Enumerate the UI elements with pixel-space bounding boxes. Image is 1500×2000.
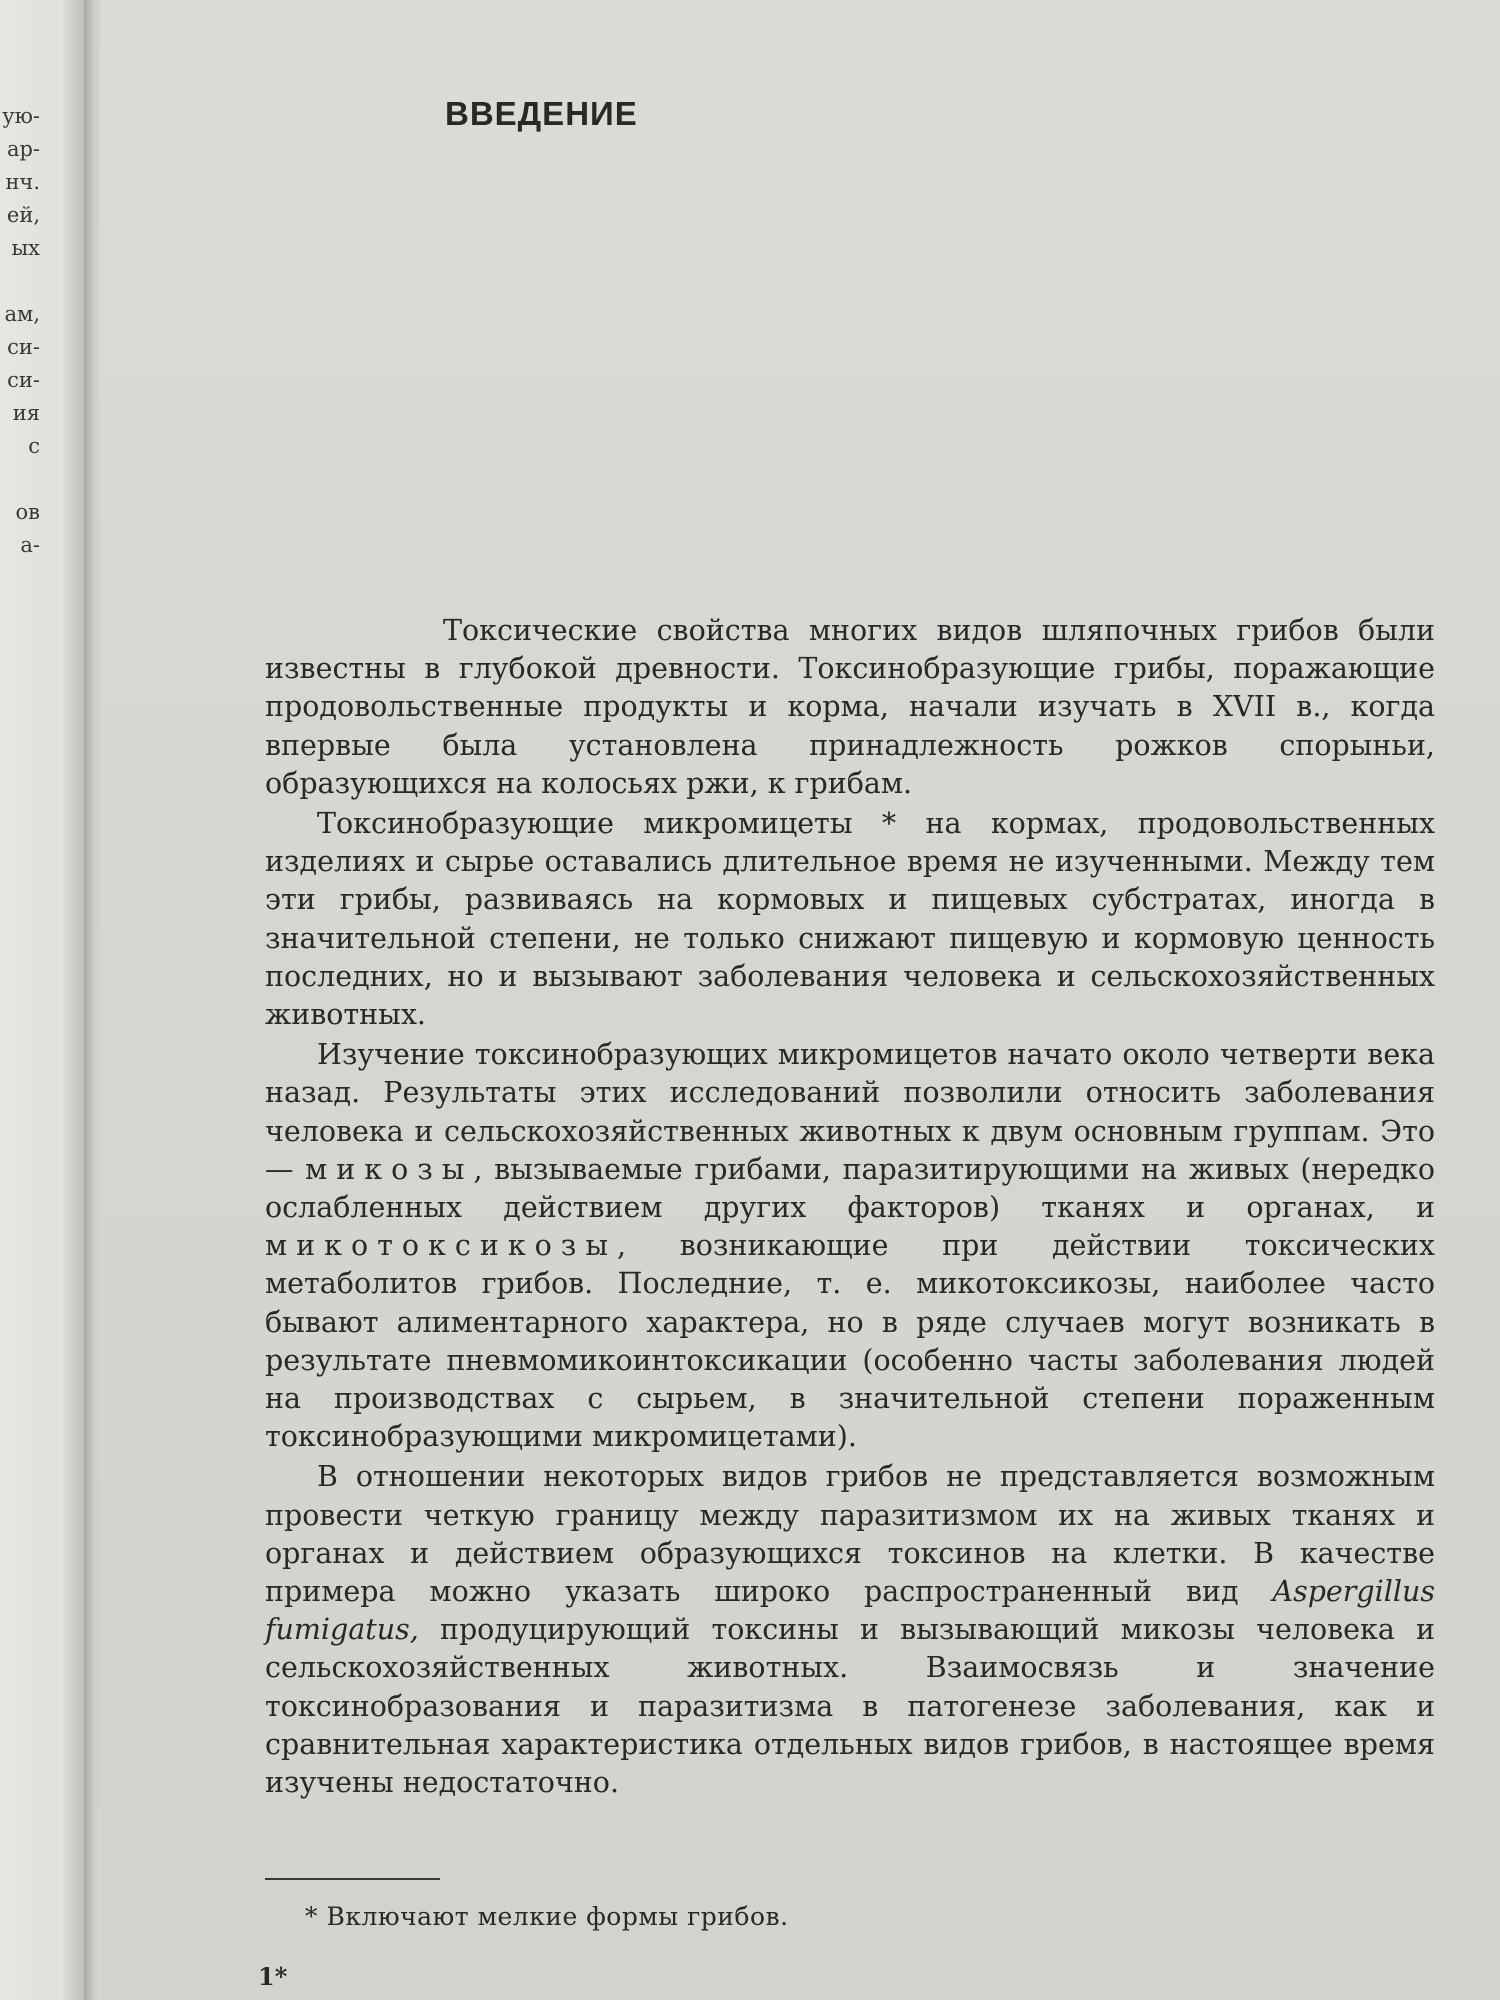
- fragment-line: ых: [11, 236, 40, 260]
- fragment-line: ам,: [4, 302, 40, 326]
- previous-page-edge: [0, 0, 88, 2000]
- paragraph-text: продуцирующий токсины и вызывающий микозы человека и сельскохозяйственных животных. Взаимосвязь и значение токсинобразования и паразитизма в патогенезе заболевания, как и сравнительная характеристика отдельных видов грибов, в настоящее время изучены недостаточно.: [265, 1613, 1435, 1800]
- fragment-line: си-: [7, 335, 40, 359]
- fragment-line: а-: [20, 533, 40, 557]
- fragment-gap: [0, 463, 40, 496]
- paragraph-text: В отношении некоторых видов грибов не представляется возможным провести четкую границу между паразитизмом их на живых тканях и органах и действием образующихся токсинов на клетки. В качестве примера можно указать широко распространенный вид: [265, 1460, 1435, 1609]
- paragraph: [265, 1036, 1435, 1456]
- paragraph-text: , возникающие при действии токсических метаболитов грибов. Последние, т. е. микотоксикозы, наиболее часто бывают алиментарного характера, но в ряде случаев могут возникать в результате пневмомикоинтоксикации (особенно часты заболевания людей на производствах с сырьем, в значительной степени пораженным токсинобразующими микромицетами).: [265, 1229, 1435, 1454]
- fragment-line: ей,: [6, 203, 40, 227]
- paragraph: Токсические свойства многих видов шляпочных грибов были известны в глубокой древности. Токсинобразующие грибы, поражающие продовольственные продукты и корма, начали изучать в XVII в., когда впервые была установлена принадлежность рожков спорыньи, образующихся на колосьях ржи, к грибам.: [265, 614, 1435, 800]
- fragment-line: си-: [7, 368, 40, 392]
- book-page: [100, 0, 1500, 2000]
- previous-page-text-fragments: [0, 100, 40, 562]
- fragment-line: нч.: [5, 170, 40, 194]
- fragment-line: ия: [12, 401, 40, 425]
- spaced-term-mycotoxicoses: микотоксикозы: [265, 1229, 618, 1263]
- paragraph-text: Изучение токсинобразующих микромицетов начато около четверти века назад. Результаты этих исследований позволили относить заболевания человека и сельскохозяйственных животных к двум основным группам. Это —: [265, 1038, 1435, 1186]
- fragment-gap: [0, 265, 40, 298]
- fragment-line: с: [28, 434, 40, 458]
- paragraph: [265, 1458, 1435, 1802]
- spaced-term-mycoses: микозы: [305, 1152, 474, 1186]
- fragment-line: ов: [15, 500, 40, 524]
- paragraph-text: , вызываемые грибами, паразитирующими на живых (нередко ослабленных действием других факторов) тканях и органах, и: [265, 1152, 1435, 1225]
- footnote: * Включают мелкие формы грибов.: [305, 1902, 789, 1931]
- footnote-rule: [265, 1878, 440, 1880]
- page-heading: ВВЕДЕНИЕ: [445, 95, 638, 132]
- body-text: [265, 612, 1435, 1804]
- signature-mark: 1*: [258, 1962, 288, 1991]
- species-name: Aspergillus fumigatus,: [265, 1575, 1435, 1647]
- paragraph: Токсинобразующие микромицеты * на кормах, продовольственных изделиях и сырье оставались длительное время не изученными. Между тем эти грибы, развиваясь на кормовых и пищевых субстратах, иногда в значительной степени, не только снижают пищевую и кормовую ценность последних, но и вызывают заболевания человека и сельскохозяйственных животных.: [265, 807, 1435, 1032]
- fragment-line: ар-: [6, 137, 40, 161]
- fragment-line: ую-: [2, 104, 40, 128]
